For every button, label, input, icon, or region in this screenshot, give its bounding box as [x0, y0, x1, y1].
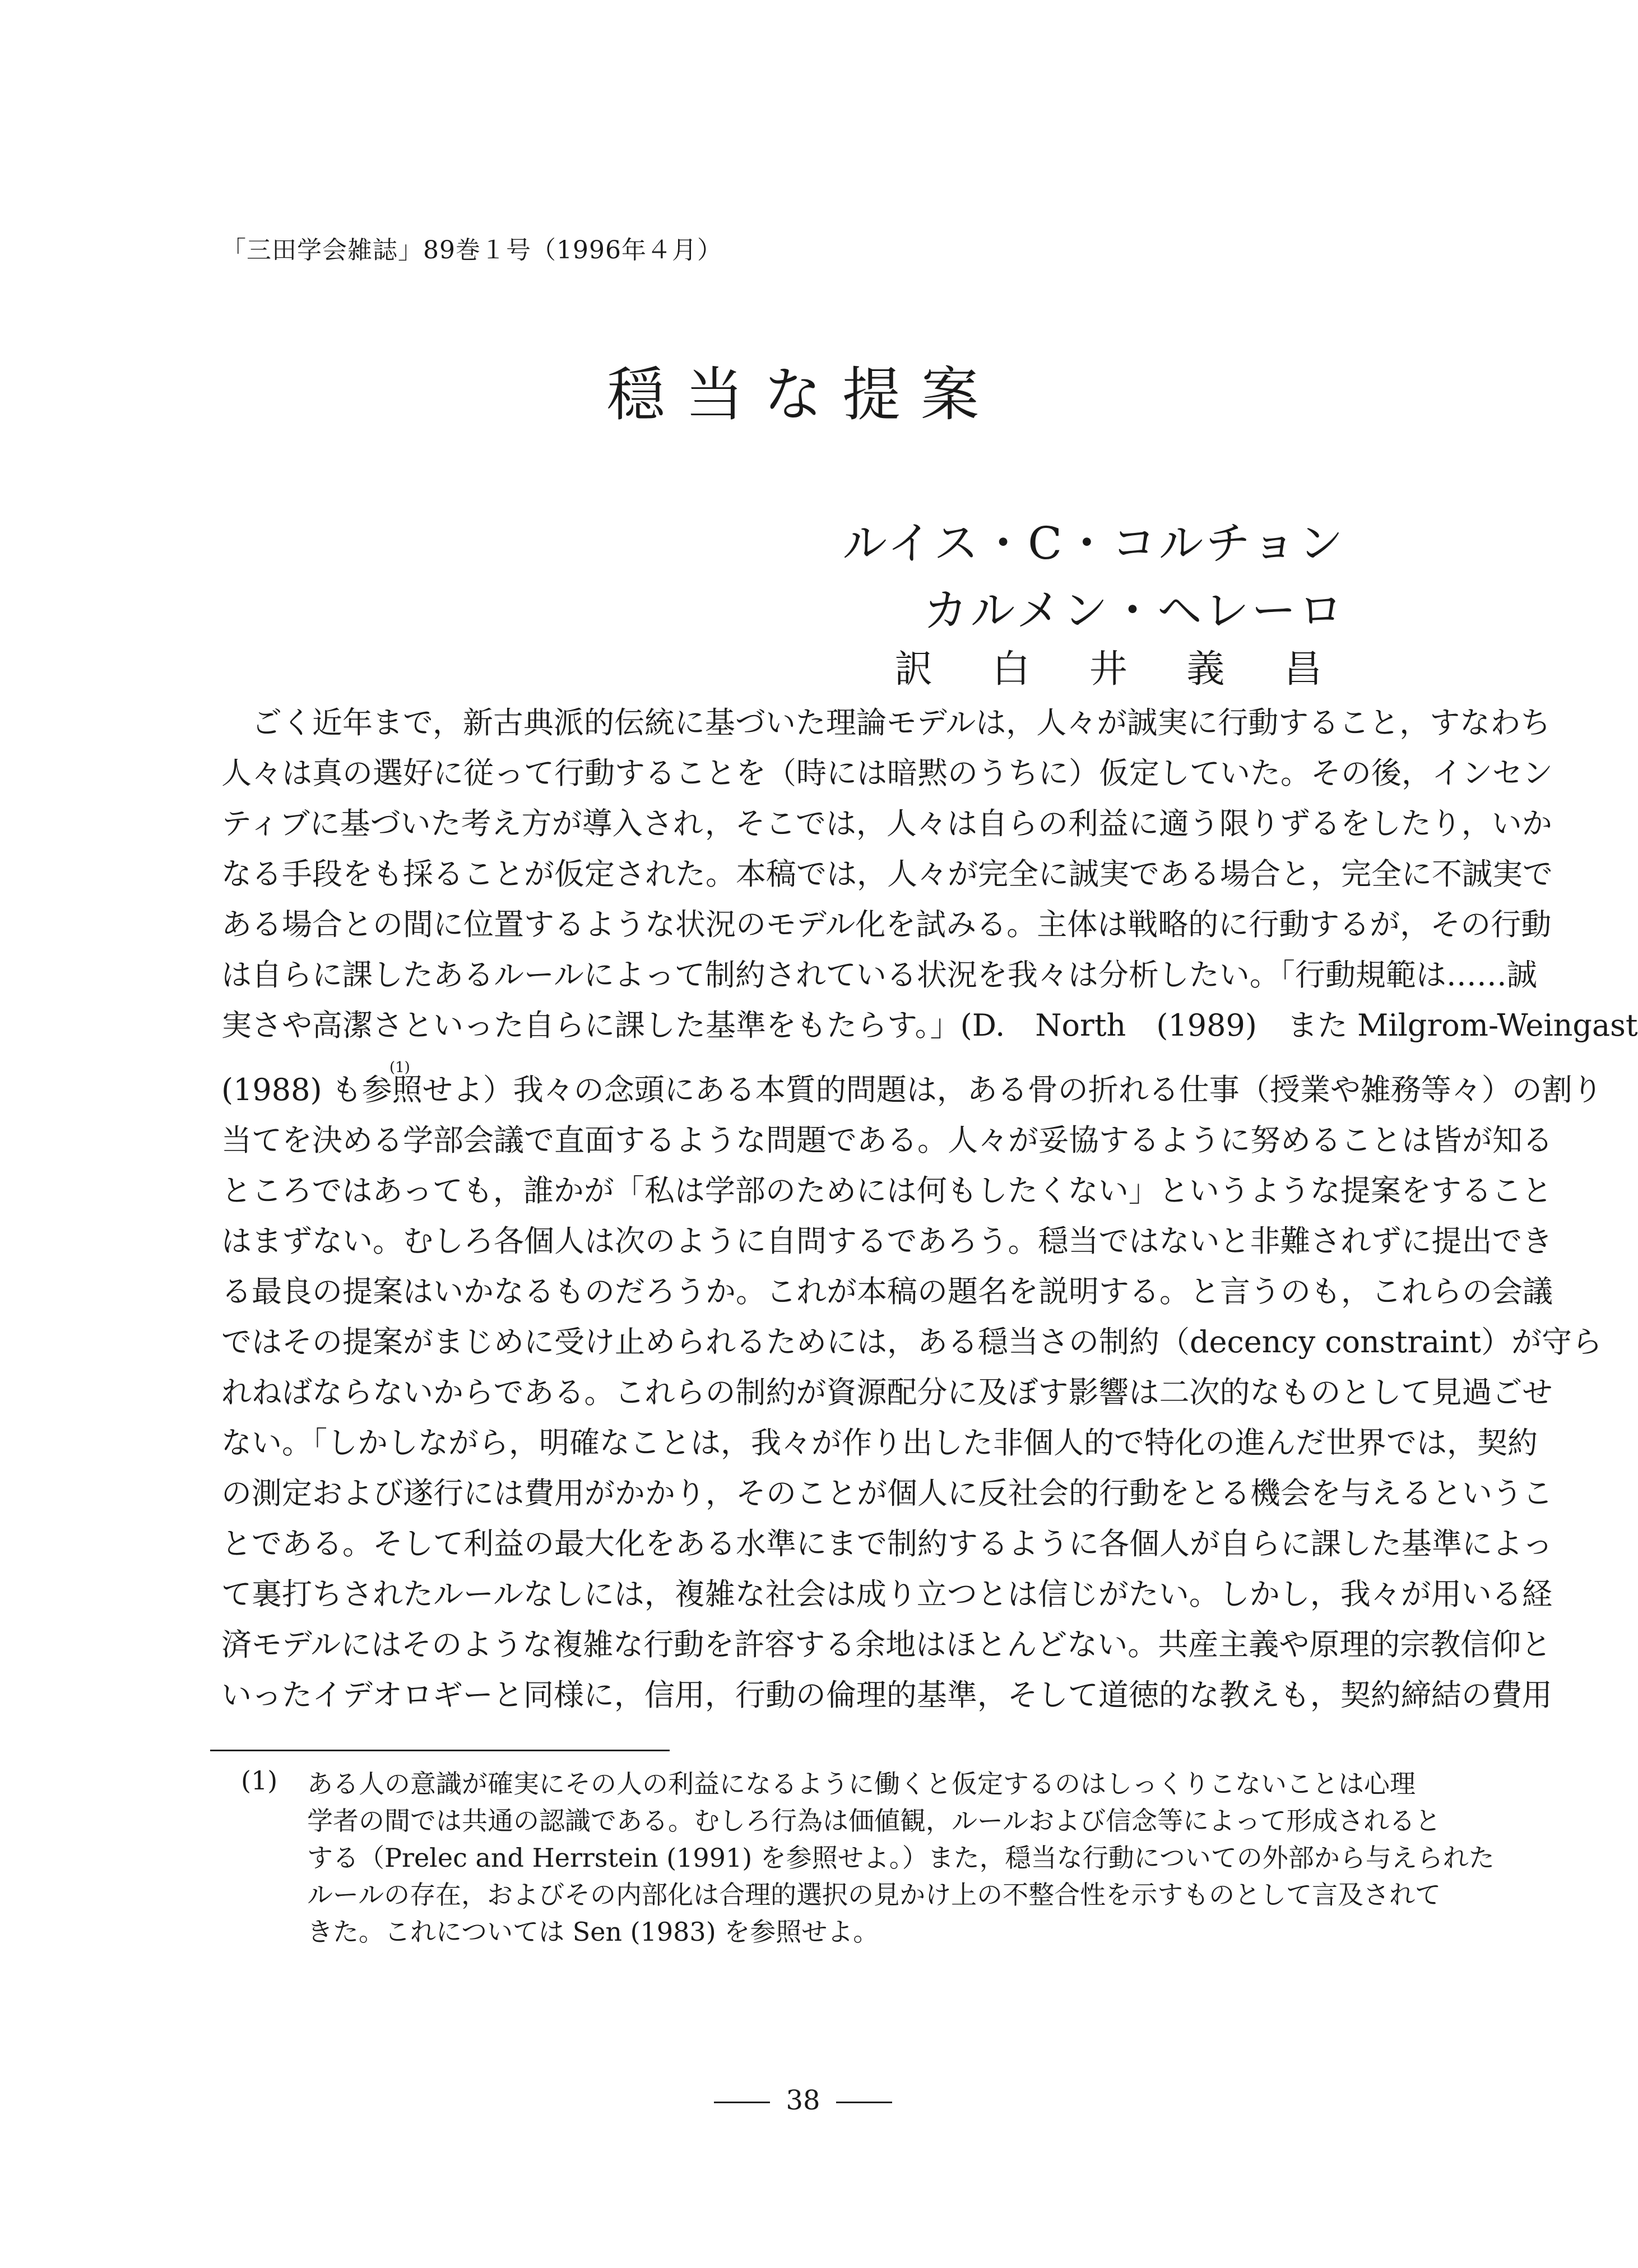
body-line: いったイデオロギーと同様に，信用，行動の倫理的基準，そして道徳的な教えも，契約締結の費用 — [221, 1677, 1552, 1713]
page-number-dash-left — [714, 2102, 770, 2103]
footnote-line: ルールの存在，およびその内部化は合理的選択の見かけ上の不整合性を示すものとして言及されて — [307, 1880, 1441, 1910]
body-line: て裏打ちされたルールなしには，複雑な社会は成り立つとは信じがたい。しかし，我々が用いる経 — [221, 1576, 1552, 1612]
footnote-reference[interactable]: (1) — [389, 1059, 410, 1076]
body-line: ティブに基づいた考え方が導入され，そこでは，人々は自らの利益に適う限りずるをしたり，いか — [221, 806, 1552, 841]
footnote-divider — [210, 1750, 670, 1751]
author-2: カルメン・ヘレーロ — [923, 585, 1345, 637]
body-line: とである。そして利益の最大化をある水準にまで制約するように各個人が自らに課した基準によっ — [221, 1526, 1553, 1561]
body-line: る最良の提案はいかなるものだろうか。これが本稿の題名を説明する。と言うのも，これらの会議 — [221, 1274, 1553, 1309]
journal-citation: 「三田学会雑誌」89巻１号（1996年４月） — [221, 236, 722, 265]
body-line: ある場合との間に位置するような状況のモデル化を試みる。主体は戦略的に行動するが，その行動 — [221, 907, 1552, 942]
article-title: 穏当な提案 — [606, 360, 999, 429]
body-line: れねばならないからである。これらの制約が資源配分に及ぼす影響は二次的なものとして見過ごせ — [221, 1375, 1553, 1410]
body-line: 済モデルにはそのような複雑な行動を許容する余地はほとんどない。共産主義や原理的宗教信仰と — [221, 1627, 1552, 1662]
body-line: 実さや高潔さといった自らに課した基準をもたらす。」(D. North (1989) また Milgrom-Weingast — [221, 1008, 1638, 1043]
body-line: ではその提案がまじめに受け止められるためには，ある穏当さの制約（decency constraint）が守ら — [221, 1324, 1603, 1360]
author-1: ルイス・C・コルチョン — [842, 517, 1345, 569]
body-line: なる手段をも採ることが仮定された。本稿では，人々が完全に誠実である場合と，完全に不誠実で — [221, 856, 1553, 892]
footnote-line: きた。これについては Sen (1983) を参照せよ。 — [307, 1917, 879, 1947]
body-line: 人々は真の選好に従って行動することを（時には暗黙のうちに）仮定していた。その後，インセン — [221, 755, 1553, 791]
body-line: ない。「しかしながら，明確なことは，我々が作り出した非個人的で特化の進んだ世界では，契約 — [221, 1425, 1538, 1460]
footnote-line: ある人の意識が確実にその人の利益になるように働くと仮定するのはしっくりこないことは心理 — [307, 1769, 1416, 1799]
body-line: の測定および遂行には費用がかかり，そのことが個人に反社会的行動をとる機会を与えるというこ — [221, 1476, 1553, 1511]
footnote-line: する（Prelec and Herrstein (1991) を参照せよ。）また，穏当な行動についての外部から与えられた — [307, 1843, 1495, 1873]
page-number-value: 38 — [786, 2085, 820, 2116]
page-number — [0, 2085, 1606, 2116]
body-line: ところではあっても，誰かが「私は学部のためには何もしたくない」というような提案をすること — [221, 1173, 1552, 1208]
translator: 訳 白 井 義 昌 — [894, 647, 1345, 692]
footnote-marker: (1) — [241, 1765, 278, 1796]
footnote-line: 学者の間では共通の認識である。むしろ行為は価値観，ルールおよび信念等によって形成されると — [307, 1806, 1441, 1836]
body-line: ごく近年まで，新古典派的伝統に基づいた理論モデルは，人々が誠実に行動すること，すなわち — [252, 705, 1551, 740]
body-line: (1988) も参照せよ）我々の念頭にある本質的問題は，ある骨の折れる仕事（授業や雑務等々）の割り — [221, 1072, 1603, 1107]
body-line: 当てを決める学部会議で直面するような問題である。人々が妥協するように努めることは皆が知る — [221, 1123, 1553, 1158]
body-line: はまずない。むしろ各個人は次のように自問するであろう。穏当ではないと非難されずに提出でき — [221, 1223, 1553, 1259]
body-line: は自らに課したあるルールによって制約されている状況を我々は分析したい。「行動規範は……誠 — [221, 957, 1537, 992]
page-number-dash-right — [836, 2102, 892, 2103]
